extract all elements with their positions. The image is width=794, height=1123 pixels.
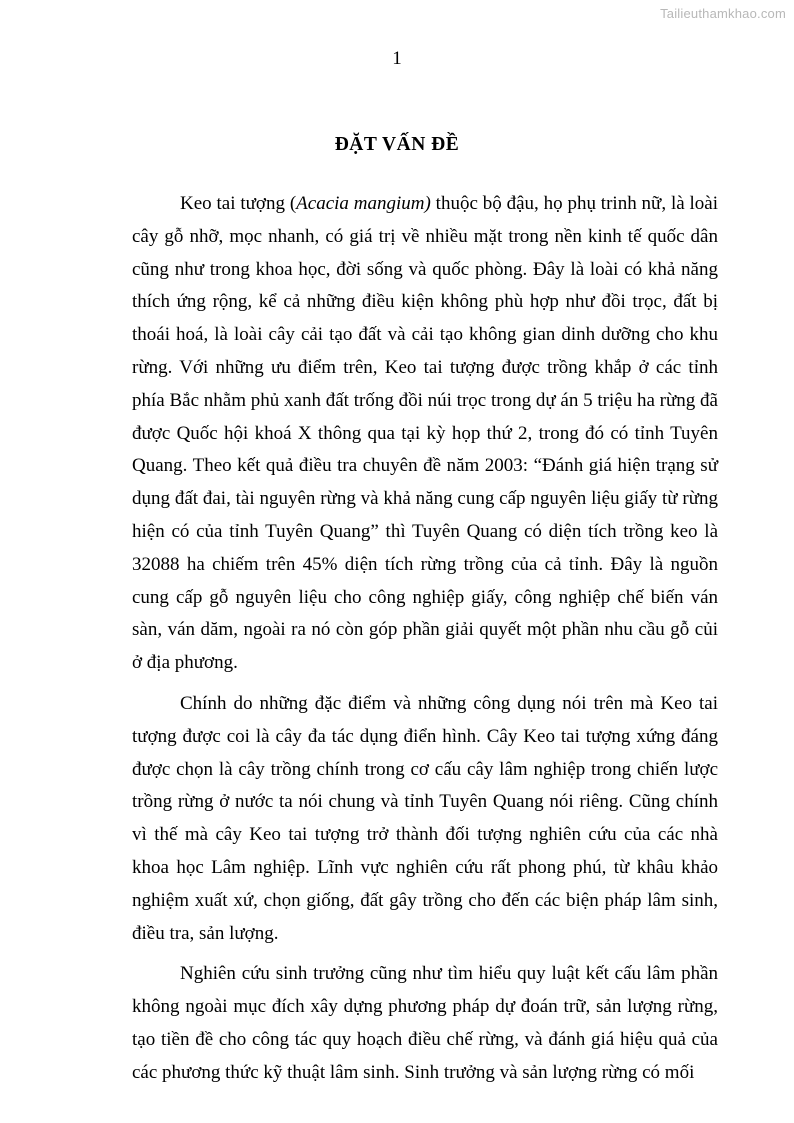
page-number: 1: [392, 48, 402, 69]
paragraph-uses: Chính do những đặc điểm và những công dụng nói trên mà Keo tai tượng được coi là cây đa tác dụng điển hình. Cây Keo tai tượng xứng đáng được chọn là cây trồng chính trong cơ cấu cây lâm nghiệp trong chiến lược trồng rừng ở nước ta nói chung và tỉnh Tuyên Quang nói riêng. Cũng chính vì thế mà cây Keo tai tượng trở thành đối tượng nghiên cứu của các nhà khoa học Lâm nghiệp. Lĩnh vực nghiên cứu rất phong phú, từ khâu khảo nghiệm xuất xứ, chọn giống, đất gây trồng cho đến các biện pháp lâm sinh, điều tra, sản lượng.: [132, 692, 718, 944]
paragraph-research: Nghiên cứu sinh trưởng cũng như tìm hiểu quy luật kết cấu lâm phần không ngoài mục đích xây dựng phương pháp dự đoán trữ, sản lượng rừng, tạo tiền đề cho công tác quy hoạch điều chế rừng, và đánh giá hiệu quả của các phương thức kỹ thuật lâm sinh. Sinh trưởng và sản lượng rừng có mối: [132, 963, 718, 1083]
paragraph-intro: [132, 188, 718, 680]
section-title: ĐẶT VẤN ĐỀ: [334, 134, 460, 155]
watermark-text: Tailieuthamkhao.com: [660, 6, 786, 21]
document-body: [132, 188, 718, 1090]
paragraph-intro-rest: thuộc bộ đậu, họ phụ trinh nữ, là loài cây gỗ nhỡ, mọc nhanh, có giá trị về nhiều mặt trong nền kinh tế quốc dân cũng như trong khoa học, đời sống và quốc phòng. Đây là loài có khả năng thích ứng rộng, kể cả những điều kiện không phù hợp như đồi trọc, đất bị thoái hoá, là loài cây cải tạo đất và cải tạo không gian dinh dưỡng cho khu rừng. Với những ưu điểm trên, Keo tai tượng được trồng khắp ở các tỉnh phía Bắc nhằm phủ xanh đất trống đồi núi trọc trong dự án 5 triệu ha rừng đã được Quốc hội khoá X thông qua tại kỳ họp thứ 2, trong đó có tỉnh Tuyên Quang. Theo kết quả điều tra chuyên đề năm 2003: “Đánh giá hiện trạng sử dụng đất đai, tài nguyên rừng và khả năng cung cấp nguyên liệu giấy từ rừng hiện có của tỉnh Tuyên Quang” thì Tuyên Quang có diện tích trồng keo là 32088 ha chiếm trên 45% diện tích rừng trồng của cả tỉnh. Đây là nguồn cung cấp gỗ nguyên liệu cho công nghiệp giấy, công nghiệp chế biến ván sàn, ván dăm, ngoài ra nó còn góp phần giải quyết một phần nhu cầu gỗ củi ở địa phương.: [132, 193, 718, 674]
paragraph-intro-start: Keo tai tượng (: [180, 193, 297, 214]
species-name-italic: Acacia mangium): [296, 193, 431, 214]
